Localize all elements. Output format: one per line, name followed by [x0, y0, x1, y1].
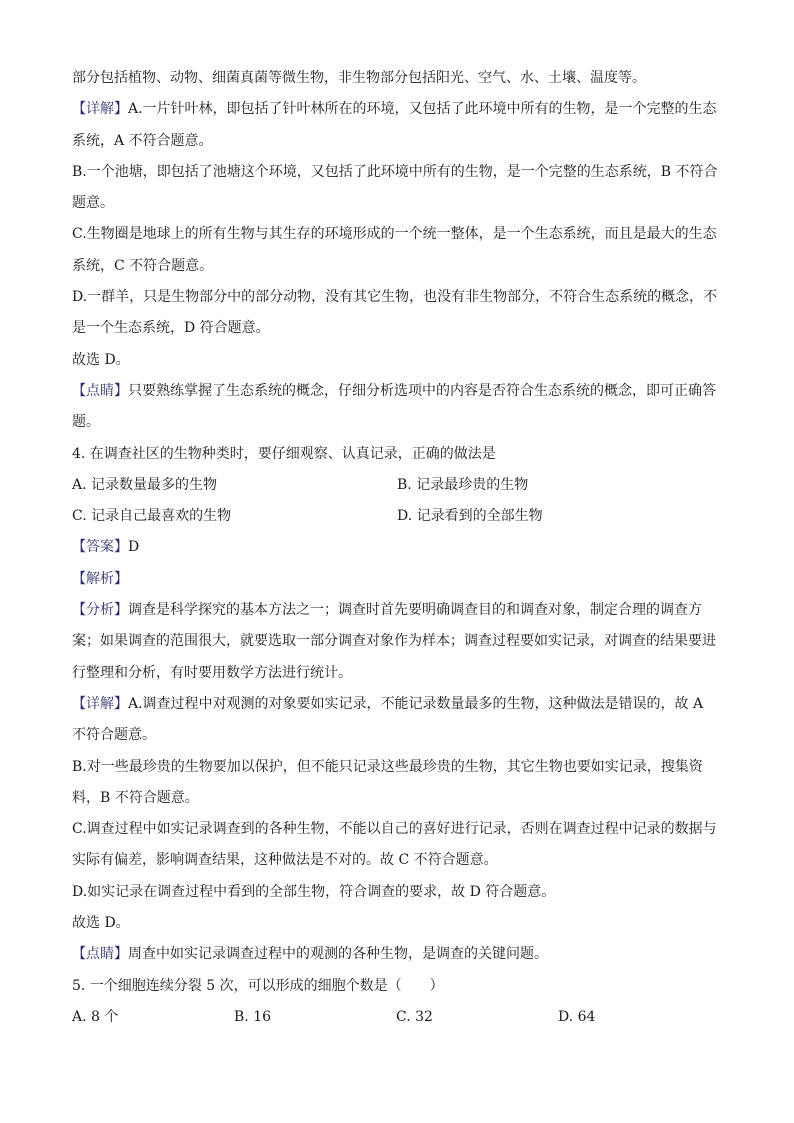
- q4-detail-a: [72, 689, 722, 720]
- q4-detail-c-cont: 实际有偏差，影响调查结果，这种做法是不对的。故 C 不符合题意。: [72, 852, 498, 869]
- q3-comment-cont: 题。: [72, 414, 100, 431]
- q3-text-line: 部分包括植物、动物、细菌真菌等微生物，非生物部分包括阳光、空气、水、土壤、温度等。: [72, 70, 646, 86]
- detail-text: A.调查过程中对观测的对象要如实记录，不能记录数量最多的生物，这种做法是错误的，故 A: [128, 695, 704, 712]
- q4-stem: 4. 在调查社区的生物种类时，要仔细观察、认真记录，正确的做法是: [72, 445, 496, 462]
- q3-choose: 故选 D。: [72, 351, 130, 368]
- comment-tag: 【点睛】: [72, 382, 128, 399]
- analyze-text: 调查是科学探究的基本方法之一；调查时首先要明确调查目的和调查对象，制定合理的调查方: [128, 602, 702, 619]
- q4-detail-b: B.对一些最珍贵的生物要加以保护，但不能只记录这些最珍贵的生物，其它生物也要如实记录，搜集资: [72, 758, 703, 775]
- q3-detail-a: [72, 94, 722, 125]
- q3-detail-c: C.生物圈是地球上的所有生物与其生存的环境形成的一个统一整体，是一个生态系统，而且是最大的生态: [72, 226, 717, 243]
- q4-answer: [72, 532, 722, 563]
- q4-detail-d: D.如实记录在调查过程中看到的全部生物，符合调查的要求，故 D 符合题意。: [72, 883, 556, 900]
- q5-options-row: [72, 1002, 722, 1033]
- q3-comment: [72, 376, 722, 407]
- detail-text: A.一片针叶林，即包括了针叶林所在的环境，又包括了此环境中所有的生物，是一个完整的生态: [128, 101, 717, 118]
- q5-option-a: A. 8 个: [72, 1008, 119, 1025]
- q4-detail-a-cont: 不符合题意。: [72, 727, 156, 744]
- answer-value: D: [128, 539, 140, 556]
- q4-options-row-2: [72, 501, 722, 532]
- q5-option-b: B. 16: [234, 1008, 272, 1025]
- comment-text: 周查中如实记录调查过程中的观测的各种生物，是调查的关键问题。: [128, 946, 548, 963]
- analysis-tag: 【解析】: [72, 570, 128, 587]
- q4-analyze-cont-1: 案；如果调查的范围很大，就要选取一部分调查对象作为样本；调查过程要如实记录，对调查的结果要进: [72, 633, 716, 650]
- detail-tag: 【详解】: [72, 695, 128, 712]
- q3-detail-b-cont: 题意。: [72, 195, 114, 212]
- q4-comment: [72, 939, 722, 970]
- q4-detail-b-cont: 料，B 不符合题意。: [72, 789, 199, 806]
- q5-stem: 5. 一个细胞连续分裂 5 次，可以形成的细胞个数是（ ）: [72, 977, 444, 994]
- q3-detail-b: B.一个池塘，即包括了池塘这个环境，又包括了此环境中所有的生物，是一个完整的生态系统，B 不符合: [72, 163, 718, 180]
- detail-tag: 【详解】: [72, 101, 128, 118]
- answer-tag: 【答案】: [72, 539, 128, 556]
- q3-detail-d: D.一群羊，只是生物部分中的部分动物，没有其它生物，也没有非生物部分，不符合生态系统的概念，不: [72, 289, 718, 306]
- q5-option-d: D. 64: [558, 1008, 596, 1025]
- q4-analyze-cont-2: 行整理和分析，有时要用数学方法进行统计。: [72, 664, 352, 681]
- q4-option-c: C. 记录自己最喜欢的生物: [72, 508, 232, 525]
- q4-option-b: B. 记录最珍贵的生物: [397, 476, 529, 493]
- q4-analysis-heading: [72, 564, 722, 595]
- document-page: [72, 63, 722, 1033]
- q4-options-row-1: [72, 470, 722, 501]
- q4-choose: 故选 D。: [72, 915, 130, 932]
- q4-option-a: A. 记录数量最多的生物: [72, 476, 218, 493]
- comment-tag: 【点睛】: [72, 946, 128, 963]
- q4-option-d: D. 记录看到的全部生物: [397, 508, 543, 525]
- analyze-tag: 【分析】: [72, 602, 128, 619]
- q3-detail-d-cont: 是一个生态系统，D 符合题意。: [72, 320, 270, 337]
- q5-option-c: C. 32: [396, 1008, 433, 1025]
- q3-detail-c-cont: 系统，C 不符合题意。: [72, 257, 214, 274]
- q4-analyze: [72, 595, 722, 626]
- comment-text: 只要熟练掌握了生态系统的概念，仔细分析选项中的内容是否符合生态系统的概念，即可正确答: [128, 382, 716, 399]
- q4-detail-c: C.调查过程中如实记录调查到的各种生物，不能以自己的喜好进行记录，否则在调查过程中记录的数据与: [72, 821, 717, 838]
- q3-detail-a-cont: 系统，A 不符合题意。: [72, 132, 213, 149]
